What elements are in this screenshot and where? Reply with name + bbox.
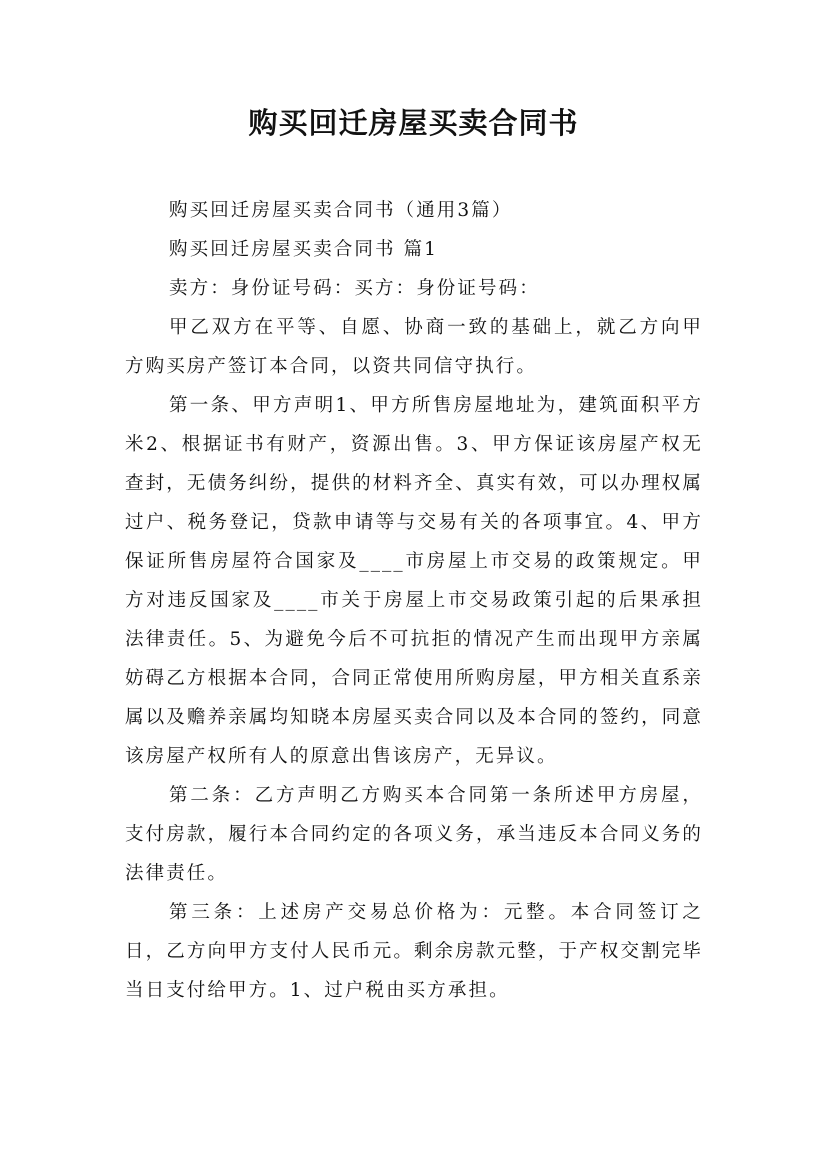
paragraph-article-2: 第二条：乙方声明乙方购买本合同第一条所述甲方房屋，支付房款，履行本合同约定的各项义务，承当违反本合同义务的法律责任。: [125, 785, 703, 884]
paragraph-preamble: 甲乙双方在平等、自愿、协商一致的基础上，就乙方向甲方购买房产签订本合同，以资共同信守执行。: [125, 317, 703, 377]
document-body: [125, 191, 703, 1010]
paragraph-chapter-heading: 购买回迁房屋买卖合同书 篇1: [169, 239, 439, 260]
paragraph-article-3: 第三条：上述房产交易总价格为：元整。本合同签订之日，乙方向甲方支付人民币元。剩余房款元整，于产权交割完毕当日支付给甲方。1、过户税由买方承担。: [125, 902, 703, 1001]
paragraph-parties: 卖方：身份证号码：买方：身份证号码：: [169, 278, 540, 299]
paragraph-article-1: 第一条、甲方声明1、甲方所售房屋地址为，建筑面积平方米2、根据证书有财产，资源出售。3、甲方保证该房屋产权无查封，无债务纠纷，提供的材料齐全、真实有效，可以办理权属过户、税务登记，贷款申请等与交易有关的各项事宜。4、甲方保证所售房屋符合国家及____市房屋上市交易的政策规定。甲方对违反国家及____市关于房屋上市交易政策引起的后果承担法律责任。5、为避免今后不可抗拒的情况产生而出现甲方亲属妨碍乙方根据本合同，合同正常使用所购房屋，甲方相关直系亲属以及赡养亲属均知晓本房屋买卖合同以及本合同的签约，同意该房屋产权所有人的原意出售该房产，无异议。: [125, 395, 703, 767]
paragraph-collection-title: 购买回迁房屋买卖合同书（通用3篇）: [169, 200, 513, 221]
document-title: 购买回迁房屋买卖合同书: [248, 106, 579, 140]
